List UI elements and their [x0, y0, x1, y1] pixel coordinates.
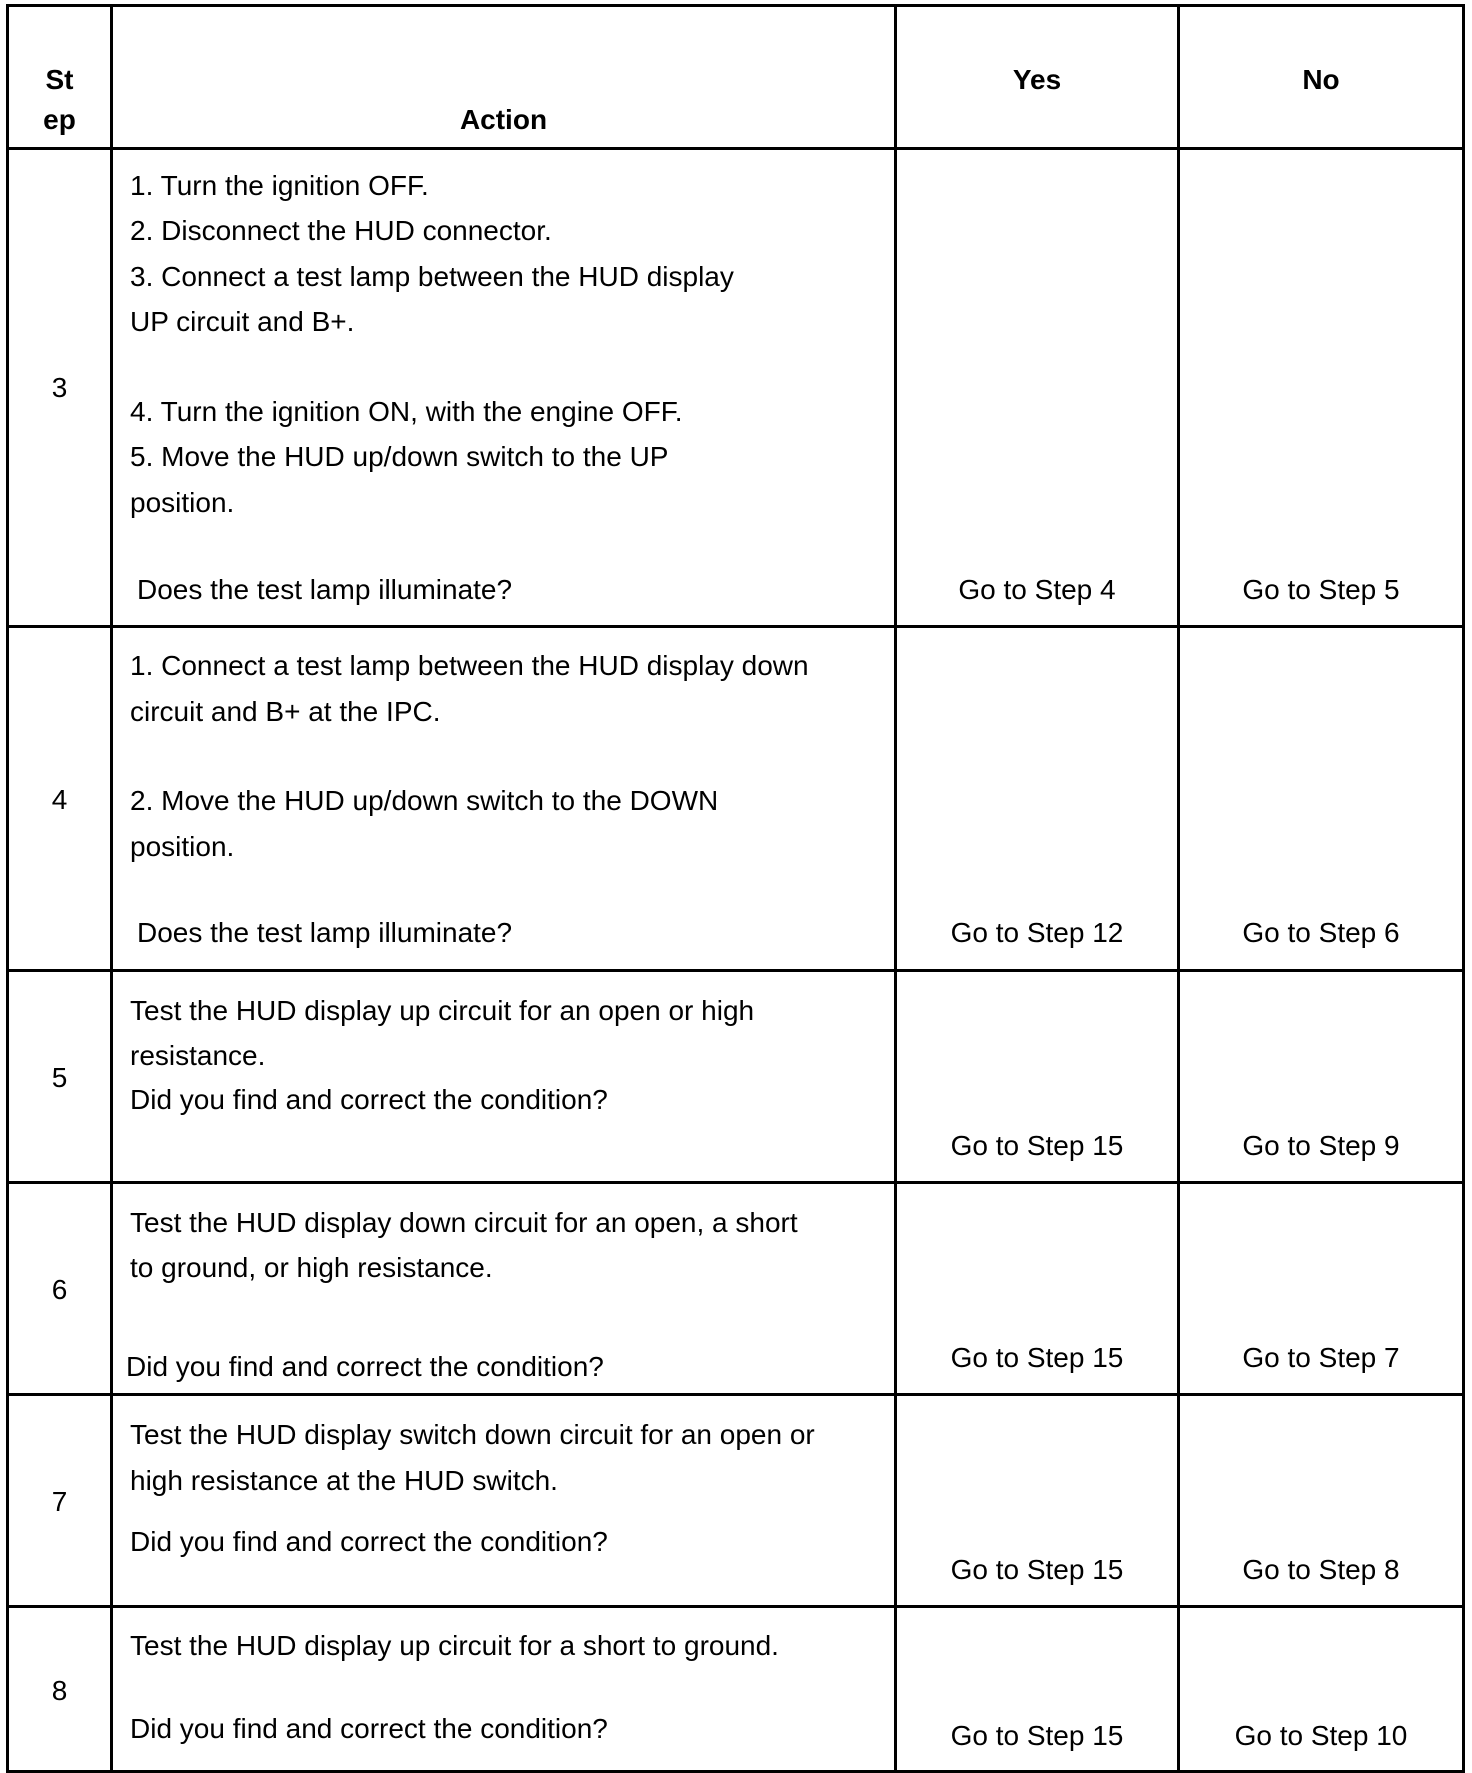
- no-result: Go to Step 10: [1234, 1720, 1408, 1751]
- yes-result: Go to Step 15: [950, 1554, 1124, 1585]
- header-no: No: [1302, 64, 1340, 95]
- row-divider: [6, 625, 1465, 628]
- header-step-line2: ep: [43, 104, 76, 135]
- header-yes: Yes: [1012, 64, 1062, 95]
- action-question: Did you find and correct the condition?: [130, 1713, 608, 1744]
- action-line: 4. Turn the ignition ON, with the engine OFF.: [130, 396, 683, 427]
- action-line: high resistance at the HUD switch.: [130, 1465, 558, 1496]
- action-line: 2. Disconnect the HUD connector.: [130, 215, 552, 246]
- action-question: Did you find and correct the condition?: [130, 1526, 608, 1557]
- header-step-line1: St: [45, 64, 74, 95]
- action-line: Test the HUD display down circuit for an open, a short: [130, 1207, 798, 1238]
- step-number: 6: [51, 1274, 68, 1305]
- action-question: Does the test lamp illuminate?: [137, 574, 513, 605]
- row-divider: [6, 1605, 1465, 1608]
- step-number: 3: [51, 372, 68, 403]
- yes-result: Go to Step 15: [950, 1130, 1124, 1161]
- step-number: 4: [51, 784, 68, 815]
- action-line: circuit and B+ at the IPC.: [130, 696, 441, 727]
- yes-result: Go to Step 4: [958, 574, 1116, 605]
- column-divider: [110, 4, 113, 1773]
- action-line: 5. Move the HUD up/down switch to the UP: [130, 441, 669, 472]
- action-line: position.: [130, 831, 235, 862]
- column-divider: [1177, 4, 1180, 1773]
- yes-result: Go to Step 15: [950, 1342, 1124, 1373]
- header-divider: [6, 147, 1465, 150]
- yes-result: Go to Step 12: [950, 917, 1124, 948]
- action-line: position.: [130, 487, 235, 518]
- action-line: 2. Move the HUD up/down switch to the DOWN: [130, 785, 719, 816]
- action-line: 1. Turn the ignition OFF.: [130, 170, 429, 201]
- action-line: 1. Connect a test lamp between the HUD display down: [130, 650, 809, 681]
- row-divider: [6, 969, 1465, 972]
- row-divider: [6, 1181, 1465, 1184]
- table-border-right: [1462, 4, 1465, 1773]
- step-number: 5: [51, 1062, 68, 1093]
- row-divider: [6, 1393, 1465, 1396]
- step-number: 8: [51, 1675, 68, 1706]
- action-line: Test the HUD display up circuit for an open or high: [130, 995, 755, 1026]
- action-line: resistance.: [130, 1040, 266, 1071]
- action-line: Test the HUD display switch down circuit for an open or: [130, 1419, 815, 1450]
- no-result: Go to Step 8: [1242, 1554, 1400, 1585]
- column-divider: [894, 4, 897, 1773]
- step-number: 7: [51, 1486, 68, 1517]
- no-result: Go to Step 9: [1242, 1130, 1400, 1161]
- header-action: Action: [459, 104, 548, 135]
- action-line: 3. Connect a test lamp between the HUD display: [130, 261, 734, 292]
- yes-result: Go to Step 15: [950, 1720, 1124, 1751]
- no-result: Go to Step 6: [1242, 917, 1400, 948]
- action-question: Did you find and correct the condition?: [126, 1351, 604, 1382]
- no-result: Go to Step 5: [1242, 574, 1400, 605]
- no-result: Go to Step 7: [1242, 1342, 1400, 1373]
- action-question: Does the test lamp illuminate?: [137, 917, 513, 948]
- action-line: UP circuit and B+.: [130, 306, 355, 337]
- action-line: Test the HUD display up circuit for a short to ground.: [130, 1630, 779, 1661]
- action-line: to ground, or high resistance.: [130, 1252, 493, 1283]
- diagnostic-table: [6, 4, 1465, 1773]
- action-question: Did you find and correct the condition?: [130, 1084, 608, 1115]
- table-border-top: [6, 4, 1465, 7]
